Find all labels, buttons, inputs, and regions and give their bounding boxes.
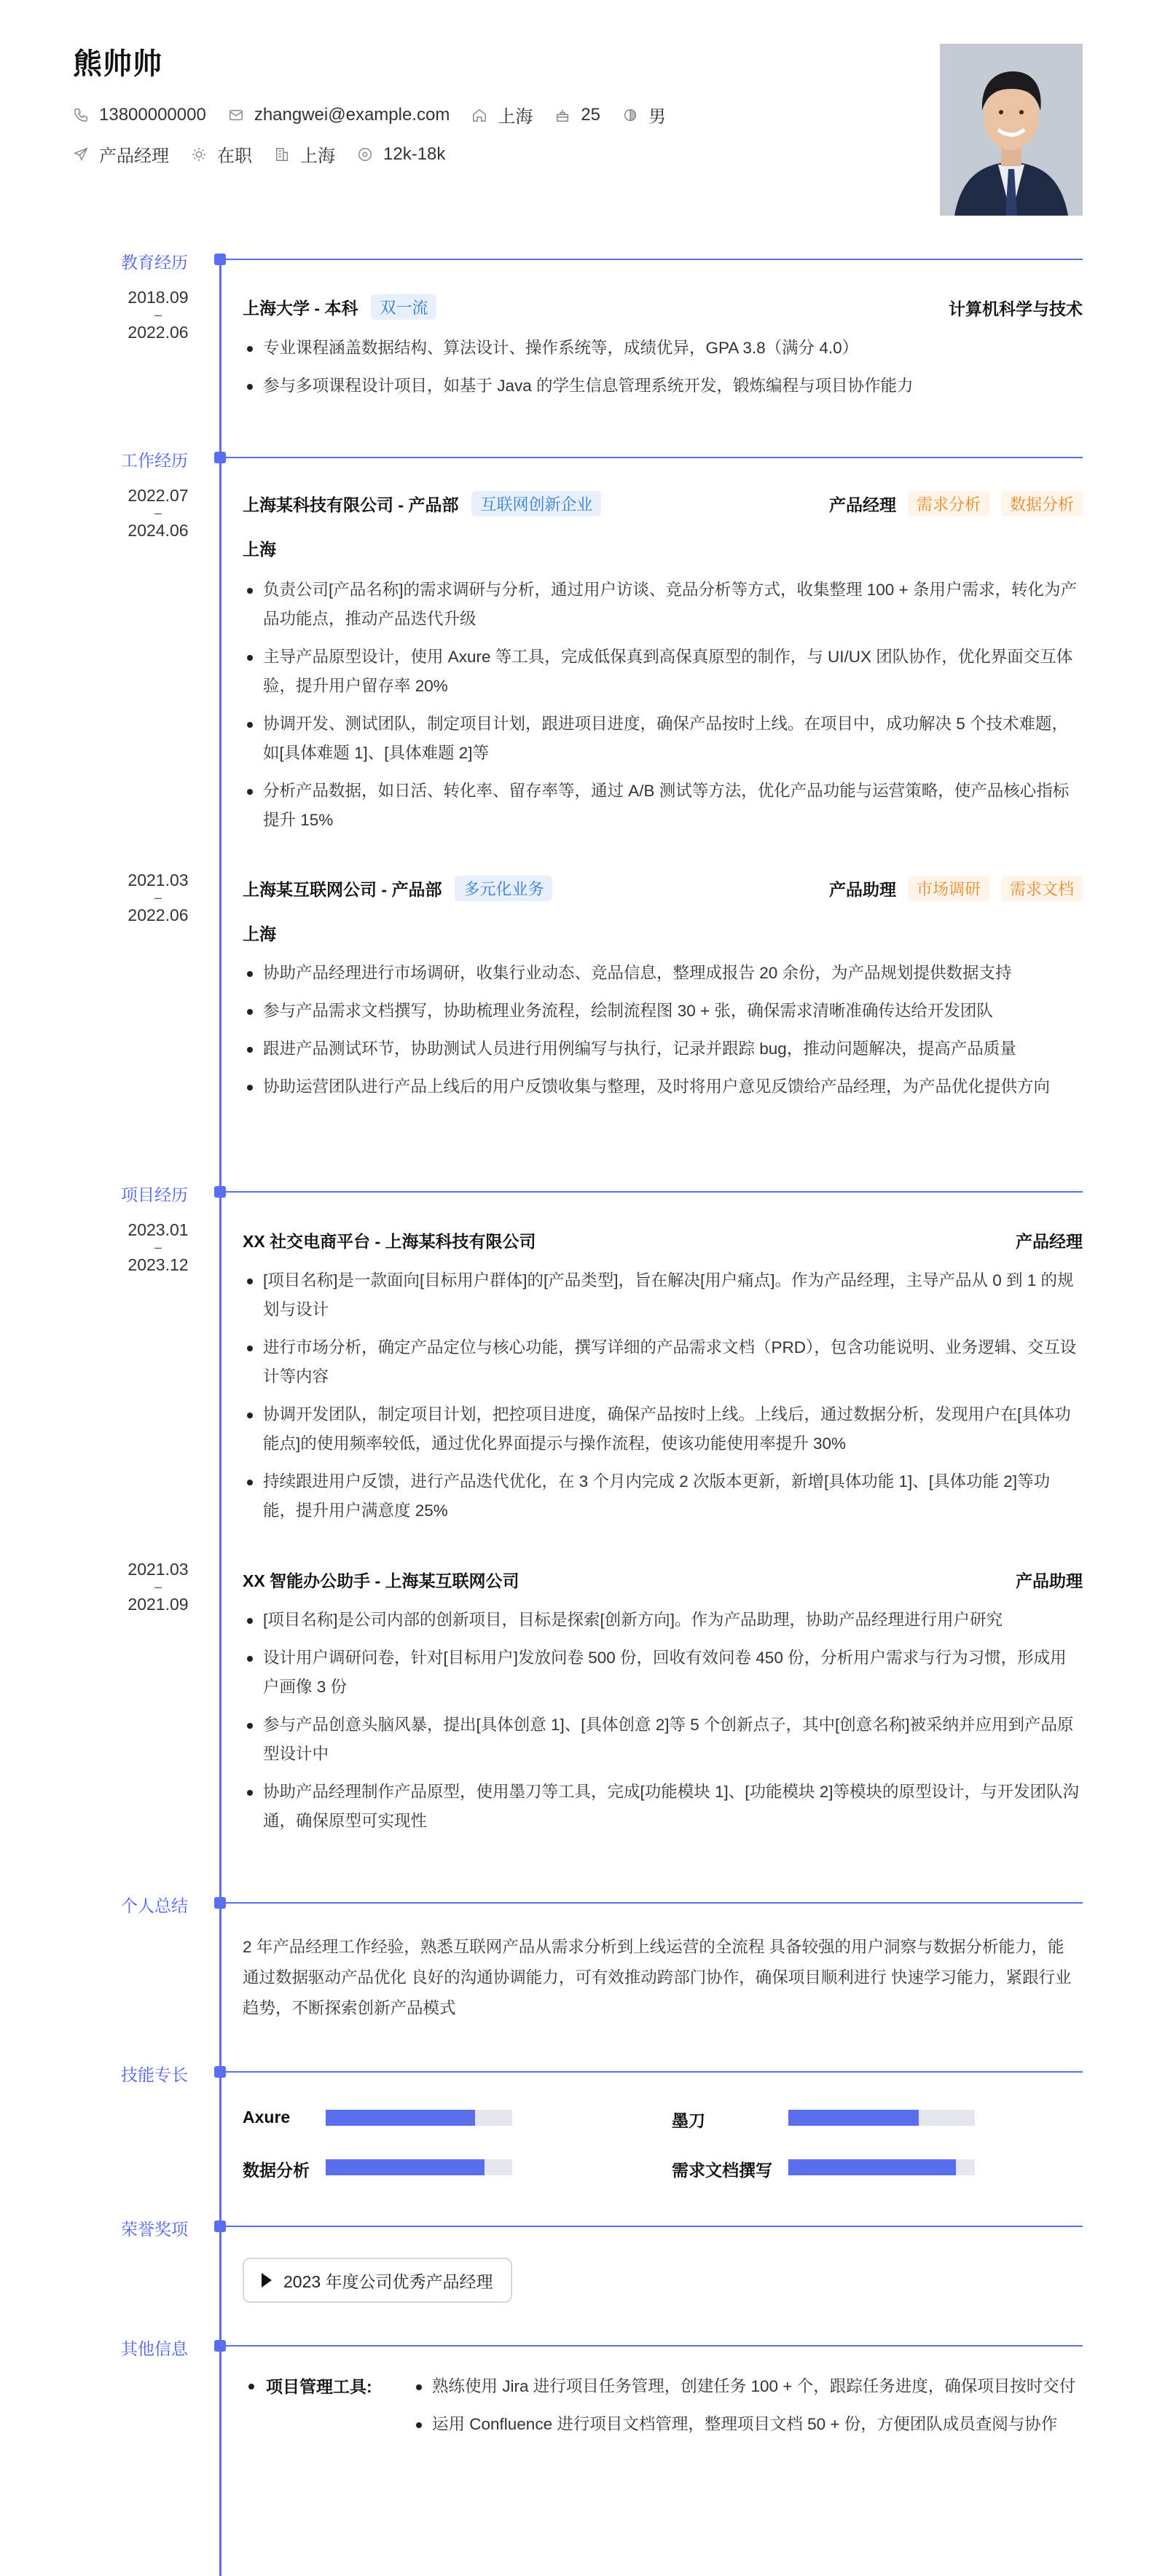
section-title-work: 工作经历 (121, 451, 188, 470)
section-title-education: 教育经历 (121, 253, 188, 272)
profile-photo (940, 44, 1083, 216)
work-location: 上海 (243, 540, 276, 559)
list-item: 跟进产品测试环节，协助测试人员进行用例编写与执行，记录并跟踪 bug，推动问题解决，提高产品质量 (243, 1034, 1080, 1064)
role-text: 产品经理 (828, 495, 896, 514)
role-text: 产品经理 (1016, 1232, 1083, 1251)
role-tag: 需求文档 (1001, 876, 1083, 901)
project-title (243, 1228, 536, 1252)
list-item: 持续跟进用户反馈，进行产品迭代优化，在 3 个月内完成 2 次版本更新，新增[具体功能 1]、[具体功能 2]等功能，提升用户满意度 25% (243, 1467, 1080, 1525)
skill-bar (788, 2110, 975, 2126)
work-bullets (243, 576, 1080, 844)
list-item: 协助产品经理进行市场调研，收集行业动态、竞品信息，整理成报告 20 余份，为产品规划提供数据支持 (243, 959, 1080, 988)
list-item: 参与产品创意头脑风暴，提出[具体创意 1]、[具体创意 2]等 5 个创新点子，其中[创意名称]被采纳并应用到产品原型设计中 (243, 1711, 1080, 1769)
salary-item (357, 144, 445, 165)
gender-text: 男 (648, 107, 667, 127)
section-divider (221, 2226, 1083, 2227)
date-end: 2023.12 (128, 1255, 189, 1274)
contact-row (73, 102, 688, 127)
education-date (109, 288, 207, 341)
list-item: 参与产品需求文档撰写，协助梳理业务流程，绘制流程图 30 + 张，确保需求清晰准确传达给开发团队 (243, 997, 1080, 1026)
project-bullets (243, 1266, 1080, 1534)
education-bullets (243, 334, 1080, 409)
job-target-item (73, 141, 169, 167)
section-divider (221, 1191, 1083, 1193)
phone-icon (73, 107, 89, 123)
city-text: 上海 (498, 107, 533, 127)
company-tag: 互联网创新企业 (471, 491, 601, 517)
skill-bar-fill (788, 2110, 919, 2126)
date-start: 2021.03 (128, 871, 189, 890)
education-major (949, 296, 1083, 320)
role-text: 产品助理 (828, 880, 896, 899)
award-item[interactable] (243, 2258, 512, 2303)
list-item: 协调开发、测试团队，制定项目计划，跟进项目进度，确保产品按时上线。在项目中，成功解决 5 个技术难题，如[具体难题 1]、[具体难题 2]等 (243, 710, 1080, 768)
date-dash: – (154, 890, 162, 905)
section-divider (221, 259, 1083, 260)
other-info (243, 2372, 1080, 2448)
status-icon (191, 146, 207, 162)
list-item: 运用 Confluence 进行项目文档管理，整理项目文档 50 + 份，方便团队成员查阅与协作 (412, 2410, 1080, 2439)
section-title-summary: 个人总结 (121, 1896, 188, 1915)
date-dash: – (154, 307, 162, 322)
section-divider (221, 2345, 1083, 2347)
list-item: 进行市场分析，确定产品定位与核心功能，撰写详细的产品需求文档（PRD），包含功能说明、业务逻辑、交互设计等内容 (243, 1333, 1080, 1391)
building-icon (274, 146, 290, 162)
work-title (243, 876, 552, 901)
list-item: 设计用户调研问卷，针对[目标用户]发放问卷 500 份，回收有效问卷 450 份，分析用户需求与行为习惯，形成用户画像 3 份 (243, 1644, 1080, 1702)
expand-triangle-icon (262, 2273, 272, 2288)
work-date (109, 871, 207, 924)
section-divider (221, 1902, 1083, 1904)
list-item: 协助产品经理制作产品原型，使用墨刀等工具，完成[功能模块 1]、[功能模块 2]等模块的原型设计，与开发团队沟通，确保原型可实现性 (243, 1778, 1080, 1836)
skill-name: 墨刀 (672, 2111, 705, 2130)
skill-bar-fill (788, 2159, 956, 2175)
project-role (1016, 1568, 1083, 1592)
city-item (471, 102, 533, 127)
date-dash: – (154, 506, 162, 520)
list-item: 参与多项课程设计项目，如基于 Java 的学生信息管理系统开发，锻炼编程与项目协作能力 (243, 372, 1080, 401)
salary-text: 12k-18k (383, 144, 446, 164)
age-text: 25 (581, 104, 601, 125)
date-start: 2021.03 (128, 1560, 189, 1579)
date-dash: – (154, 1579, 162, 1594)
date-start: 2018.09 (128, 288, 189, 307)
section-title-projects: 项目经历 (121, 1185, 188, 1204)
work-city-text: 上海 (300, 146, 335, 166)
award-text: 2023 年度公司优秀产品经理 (283, 2271, 493, 2291)
mail-icon (228, 107, 244, 123)
work-location: 上海 (243, 924, 276, 943)
project-name: XX 社交电商平台 - 上海某科技有限公司 (243, 1232, 536, 1251)
date-end: 2021.09 (128, 1595, 189, 1614)
date-end: 2022.06 (128, 906, 189, 924)
role-text: 产品助理 (1016, 1571, 1083, 1590)
work-role (829, 491, 1083, 517)
work-bullets (243, 959, 1080, 1110)
skill-name: Axure (243, 2108, 291, 2127)
send-icon (73, 146, 89, 162)
project-bullets (243, 1606, 1080, 1845)
section-divider (221, 2071, 1083, 2073)
date-dash: – (154, 1240, 162, 1254)
work-role (829, 876, 1083, 901)
status-item (191, 141, 252, 167)
project-date (109, 1221, 207, 1273)
phone-text: 13800000000 (99, 104, 206, 125)
major-text: 计算机科学与技术 (949, 299, 1083, 318)
skill-name: 需求文档撰写 (672, 2161, 772, 2180)
skill-name: 数据分析 (243, 2161, 310, 2180)
date-start: 2023.01 (128, 1220, 189, 1239)
age-icon (554, 107, 570, 123)
list-item: 分析产品数据，如日活、转化率、留存率等，通过 A/B 测试等方法，优化产品功能与运营策略，使产品核心指标提升 15% (243, 777, 1080, 835)
list-item: 专业课程涵盖数据结构、算法设计、操作系统等，成绩优异，GPA 3.8（满分 4.0） (243, 334, 1080, 363)
summary-text: 2 年产品经理工作经验，熟悉互联网产品从需求分析到上线运营的全流程 具备较强的用户洞察与数据分析能力，能通过数据驱动产品优化 良好的沟通协调能力，可有效推动跨部门协作，确保项目顺利进行 快速学习能力，紧跟行业趋势，不断探索创新产品模式 (243, 1938, 1072, 2017)
age-item (554, 105, 600, 125)
section-title-skills: 技能专长 (121, 2065, 188, 2084)
gender-icon (622, 107, 638, 123)
section-title-awards: 荣誉奖项 (121, 2220, 188, 2239)
role-tag: 市场调研 (908, 876, 989, 901)
project-name: XX 智能办公助手 - 上海某互联网公司 (243, 1571, 519, 1590)
company-name: 上海某互联网公司 - 产品部 (243, 880, 442, 899)
section-divider (221, 457, 1083, 458)
list-item: 协助运营团队进行产品上线后的用户反馈收集与整理，及时将用户意见反馈给产品经理，为产品优化提供方向 (243, 1072, 1080, 1102)
email-item (228, 105, 450, 125)
project-title (243, 1568, 519, 1592)
status-text: 在职 (217, 146, 252, 166)
phone-item (73, 105, 206, 125)
portrait-illustration (940, 44, 1083, 216)
work-title (243, 491, 601, 517)
role-tag: 数据分析 (1001, 491, 1083, 517)
gender-item (622, 102, 666, 127)
skill-bar-fill (326, 2159, 485, 2175)
date-start: 2022.07 (128, 486, 189, 505)
other-list (412, 2372, 1080, 2439)
work-date (109, 487, 207, 539)
role-tag: 需求分析 (908, 491, 989, 517)
other-row (243, 2372, 1080, 2439)
list-item: 负责公司[产品名称]的需求调研与分析，通过用户访谈、竞品分析等方式，收集整理 100 + 条用户需求，转化为产品功能点，推动产品迭代升级 (243, 576, 1080, 634)
skill-bar-fill (326, 2110, 475, 2126)
section-title-other: 其他信息 (121, 2339, 188, 2358)
list-item: 熟练使用 Jira 进行项目任务管理，创建任务 100 + 个，跟踪任务进度，确保项目按时交付 (412, 2372, 1080, 2401)
date-end: 2024.06 (128, 521, 189, 540)
list-item: [项目名称]是一款面向[目标用户群体]的[产品类型]，旨在解决[用户痛点]。作为产品经理，主导产品从 0 到 1 的规划与设计 (243, 1266, 1080, 1324)
candidate-name: 熊帅帅 (73, 48, 162, 80)
other-label: 项目管理工具: (266, 2377, 372, 2396)
company-name: 上海某科技有限公司 - 产品部 (243, 495, 459, 514)
date-end: 2022.06 (128, 323, 189, 342)
intent-row (73, 141, 467, 167)
skill-bar (788, 2159, 975, 2175)
job-target-text: 产品经理 (99, 146, 169, 166)
company-tag: 多元化业务 (455, 876, 552, 901)
list-item: [项目名称]是公司内部的创新项目，目标是探索[创新方向]。作为产品助理，协助产品经理进行用户研究 (243, 1606, 1080, 1635)
school-tag: 双一流 (371, 294, 436, 320)
skill-bar (326, 2110, 512, 2126)
work-city-item (274, 141, 335, 167)
home-icon (471, 107, 487, 123)
list-item: 主导产品原型设计，使用 Axure 等工具，完成低保真到高保真原型的制作，与 UI/UX 团队协作，优化界面交互体验，提升用户留存率 20% (243, 643, 1080, 701)
salary-icon (357, 146, 373, 162)
project-date (109, 1560, 207, 1613)
list-item: 协调开发团队，制定项目计划，把控项目进度，确保产品按时上线。上线后，通过数据分析，发现用户在[具体功能点]的使用频率较低，通过优化界面提示与操作流程，使该功能使用率提升 30% (243, 1400, 1080, 1458)
email-text: zhangwei@example.com (254, 104, 450, 125)
school-name: 上海大学 - 本科 (243, 299, 358, 318)
education-title (243, 294, 436, 320)
skill-bar (326, 2159, 512, 2175)
project-role (1016, 1228, 1083, 1252)
